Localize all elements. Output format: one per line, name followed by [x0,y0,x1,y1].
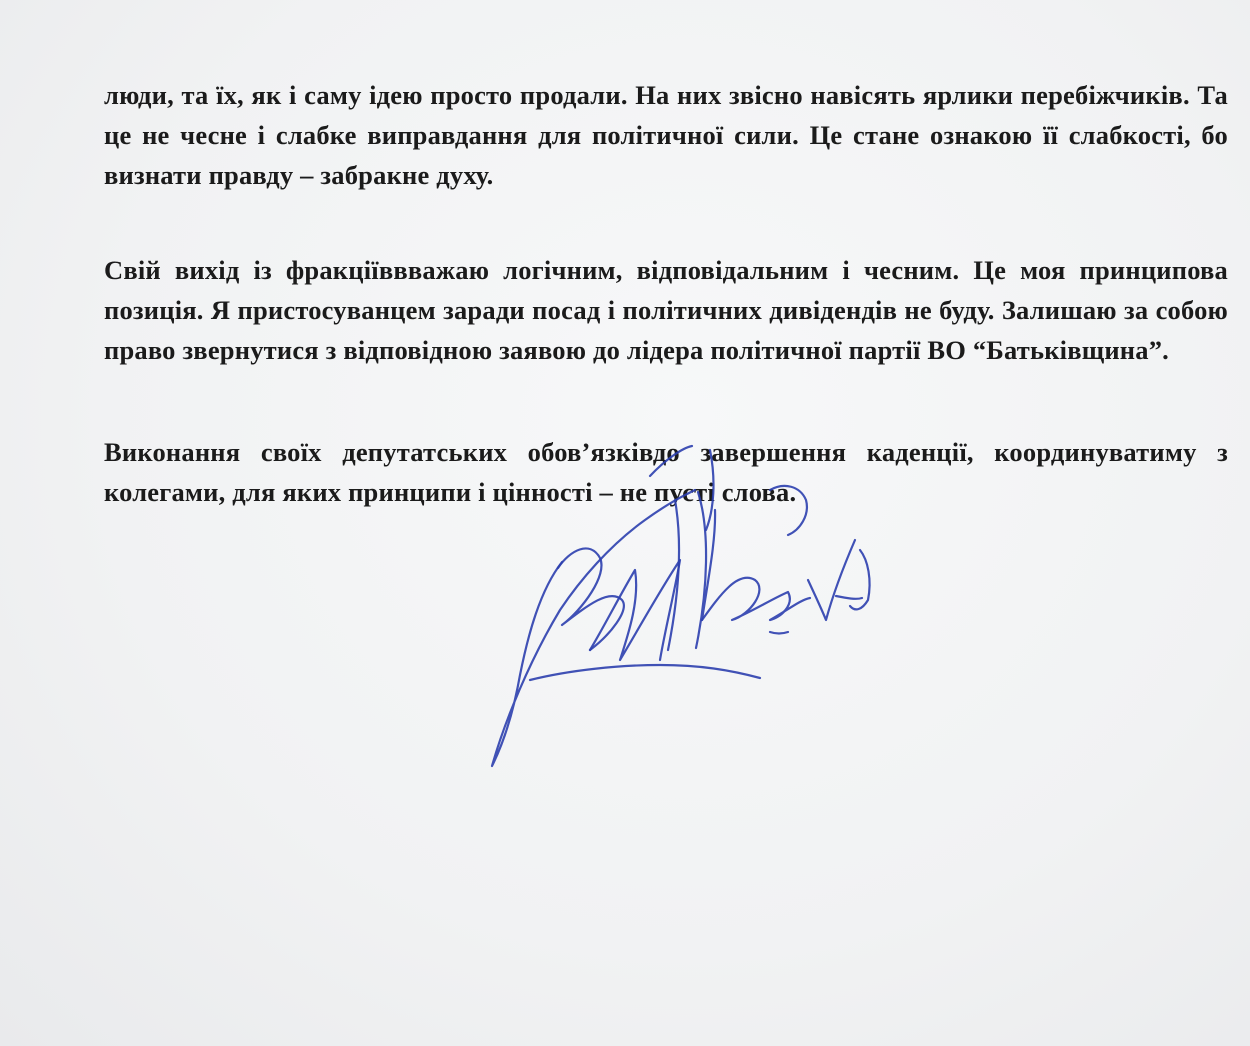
signature-stroke-8 [650,446,807,535]
signature-stroke-7 [770,596,862,634]
paragraph-2: Свій вихід із фракціїввважаю логічним, відповідальним і чесним. Це моя принципова позиція. Я пристосуванцем заради посад і політичних дивідендів не буду. Залишаю за собою право звернутися з відповідною заявою до лідера політичної партії ВО “Батьківщина”. [104,255,1228,365]
signature-stroke-3 [590,560,680,660]
signature-stroke-1 [492,490,695,766]
paragraph-3: Виконання своїх депутатських обов’язківдо завершення каденції, координуватиму з колегами, для яких принципи і цінності – не пусті слова. [104,437,1228,507]
paragraph-1: люди, та їх, як і саму ідею просто продали. На них звісно навісять ярлики перебіжчиків. Та це не чесне і слабке виправдання для політичної сили. Це стане ознакою її слабкості, бо визнати правду – забракне духу. [104,80,1228,190]
signature-stroke-6 [808,540,870,620]
signature-stroke-4 [668,492,715,650]
signature-stroke-9 [530,665,760,680]
handwritten-signature [470,420,890,780]
signature-stroke-5 [702,578,810,620]
